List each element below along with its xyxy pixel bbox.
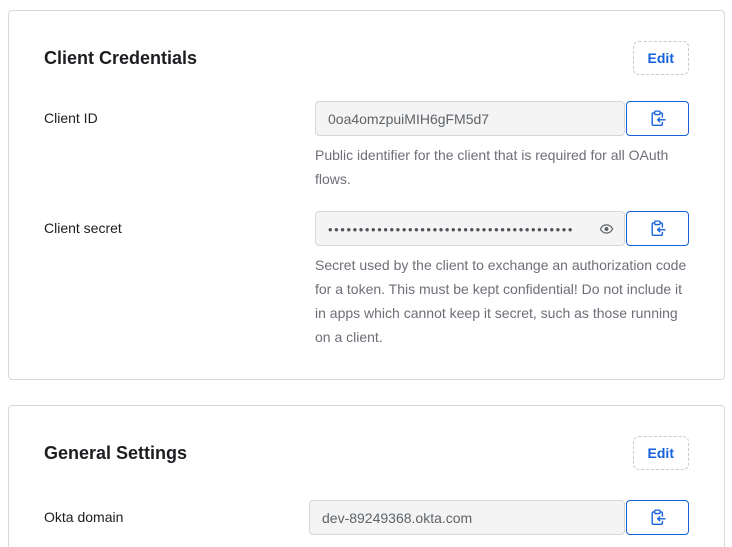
client-secret-field[interactable] — [315, 211, 625, 246]
client-id-field[interactable] — [315, 101, 625, 136]
client-secret-help: Secret used by the client to exchange an authorization code for a token. This must be kept confidential! Do not include it in apps which cannot keep it secret, such as those running on a client. — [315, 257, 687, 345]
client-id-help: Public identifier for the client that is required for all OAuth flows. — [315, 147, 669, 187]
client-id-row — [44, 101, 689, 191]
copy-to-clipboard-icon — [649, 110, 666, 127]
client-id-label: Client ID — [44, 110, 98, 126]
edit-general-settings-button[interactable]: Edit — [633, 436, 689, 470]
client-secret-masked-value: •••••••••••••••••••••••••••••••••••••••• — [328, 222, 575, 237]
eye-icon — [599, 223, 614, 238]
client-credentials-panel — [8, 10, 725, 380]
general-settings-panel — [8, 405, 725, 547]
okta-domain-row — [44, 500, 689, 535]
panel-header — [44, 41, 689, 75]
copy-client-secret-button[interactable] — [626, 211, 689, 246]
panel-title-client-credentials: Client Credentials — [44, 47, 198, 68]
copy-to-clipboard-icon — [649, 220, 666, 237]
panel-header — [44, 436, 689, 470]
okta-domain-field[interactable] — [309, 500, 625, 535]
copy-client-id-button[interactable] — [626, 101, 689, 136]
edit-client-credentials-button[interactable]: Edit — [633, 41, 689, 75]
copy-to-clipboard-icon — [649, 509, 666, 526]
reveal-secret-button[interactable] — [597, 220, 616, 237]
okta-domain-label: Okta domain — [44, 509, 124, 525]
client-id-value: 0oa4omzpuiMIH6gFM5d7 — [328, 110, 490, 127]
okta-domain-value: dev-89249368.okta.com — [322, 509, 473, 526]
copy-okta-domain-button[interactable] — [626, 500, 689, 535]
client-secret-label: Client secret — [44, 220, 122, 236]
panel-title-general-settings: General Settings — [44, 442, 188, 463]
client-secret-row — [44, 211, 689, 349]
